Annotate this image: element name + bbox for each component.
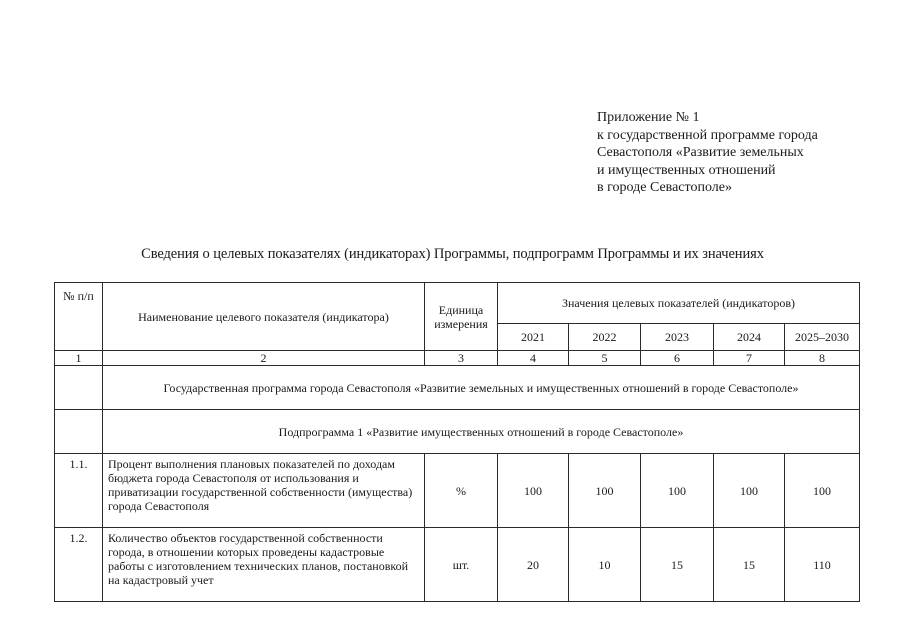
indicator-name: Процент выполнения плановых показателей по доходам бюджета города Севастополя от использования и приватизации государственной собственности (имущества) города Севастополя (103, 454, 425, 528)
value-cell: 100 (498, 454, 569, 528)
column-numbers-row (55, 351, 860, 366)
header-year: 2023 (641, 324, 714, 351)
value-cell: 110 (785, 528, 860, 602)
appendix-line: в городе Севастополе» (597, 180, 732, 195)
appendix-line: Приложение № 1 (597, 110, 700, 125)
program-title: Государственная программа города Севастополя «Развитие земельных и имущественных отношений в городе Севастополе» (103, 366, 860, 410)
empty-cell (55, 410, 103, 454)
indicators-table (54, 282, 860, 602)
row-number: 1.2. (55, 528, 103, 602)
value-cell: 100 (785, 454, 860, 528)
table-row (55, 454, 860, 528)
header-year: 2022 (569, 324, 641, 351)
column-number: 6 (641, 351, 714, 366)
table-row (55, 528, 860, 602)
value-cell: 100 (714, 454, 785, 528)
appendix-block (597, 109, 897, 197)
value-cell: 10 (569, 528, 641, 602)
document-title: Сведения о целевых показателях (индикаторах) Программы, подпрограмм Программы и их значениях (141, 246, 764, 262)
value-cell: 20 (498, 528, 569, 602)
column-number: 1 (55, 351, 103, 366)
value-cell: 15 (641, 528, 714, 602)
appendix-line: Севастополя «Развитие земельных (597, 145, 804, 160)
empty-cell (55, 366, 103, 410)
column-number: 7 (714, 351, 785, 366)
header-name: Наименование целевого показателя (индикатора) (103, 283, 425, 351)
subprogram-title: Подпрограмма 1 «Развитие имущественных отношений в городе Севастополе» (103, 410, 860, 454)
header-year: 2025–2030 (785, 324, 860, 351)
subprogram-row (55, 410, 860, 454)
value-cell: 100 (569, 454, 641, 528)
appendix-line: к государственной программе города (597, 127, 818, 143)
header-year: 2024 (714, 324, 785, 351)
column-number: 8 (785, 351, 860, 366)
header-unit: Единица измерения (425, 283, 498, 351)
header-year: 2021 (498, 324, 569, 351)
column-number: 2 (103, 351, 425, 366)
row-number: 1.1. (55, 454, 103, 528)
column-number: 3 (425, 351, 498, 366)
column-number: 4 (498, 351, 569, 366)
value-cell: 15 (714, 528, 785, 602)
header-values: Значения целевых показателей (индикаторов) (498, 283, 860, 324)
unit-cell: % (425, 454, 498, 528)
column-number: 5 (569, 351, 641, 366)
indicator-name: Количество объектов государственной собственности города, в отношении которых проведены кадастровые работы с изготовлением технических планов, постановкой на кадастровый учет (103, 528, 425, 602)
program-row (55, 366, 860, 410)
header-num: № п/п (55, 283, 103, 351)
unit-cell: шт. (425, 528, 498, 602)
appendix-line: и имущественных отношений (597, 162, 776, 178)
value-cell: 100 (641, 454, 714, 528)
